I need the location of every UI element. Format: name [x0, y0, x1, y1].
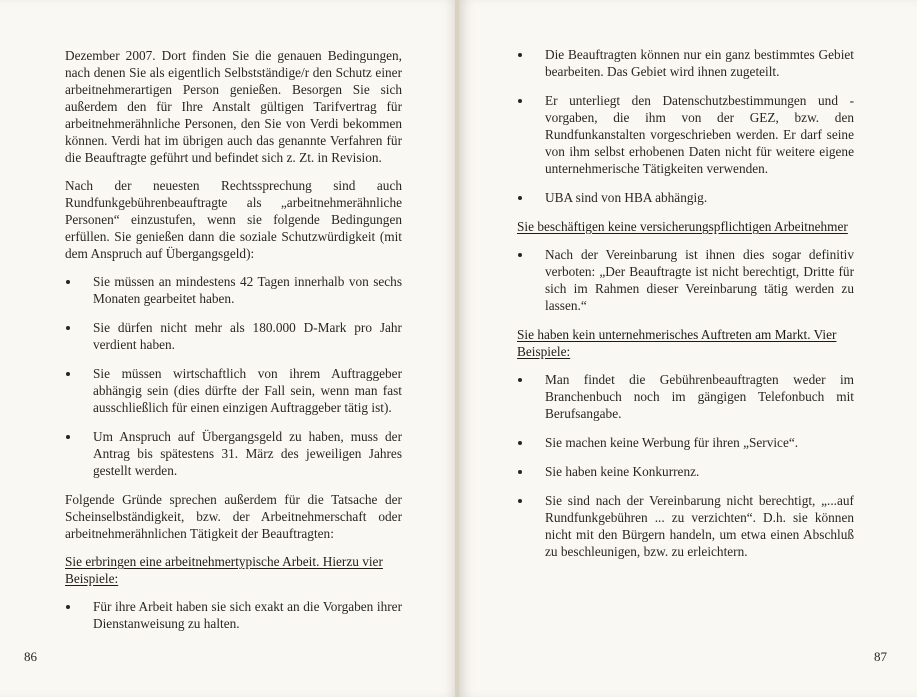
list-item	[517, 92, 854, 177]
list-item	[517, 371, 854, 422]
bullet-icon	[66, 372, 70, 376]
list-item	[517, 246, 854, 314]
paragraph: Dezember 2007. Dort finden Sie die genauen Bedingungen, nach denen Sie als eigentlich Selbstständige/r den Schutz einer arbeitnehmerartigen Person genießen. Besorgen Sie sich außerdem den für Ihre Anstalt gültigen Tarifvertrag für arbeitnehmerähnliche Personen, den Sie von Verdi bekommen können. Verdi hat im übrigen auch das genannte Verfahren für die Beauftragte geführt und befindet sich z. Zt. in Revision.	[65, 48, 402, 165]
right-text-column	[517, 46, 854, 572]
paragraph: Nach der neuesten Rechtssprechung sind auch Rundfunkgebührenbeauftragte als „arbeitnehmerähnliche Personen“ einzustufen, wenn sie folgende Bedingungen erfüllen. Sie genießen dann die soziale Schutzwürdigkeit (mit dem Anspruch auf Übergangsgeld):	[65, 178, 402, 261]
left-page	[0, 0, 458, 697]
bullet-icon	[518, 470, 522, 474]
list-item-text: Sie sind nach der Vereinbarung nicht berechtigt, „...auf Rundfunkgebühren ... zu verzichten“. D.h. sie können nicht mit den Bürgern handeln, um etwa einen Abschluß zu beschleunigen, bzw. zu erleichtern.	[545, 493, 854, 559]
list-item-text: Für ihre Arbeit haben sie sich exakt an die Vorgaben ihrer Dienstanweisung zu halten.	[93, 599, 402, 631]
bullet-list	[517, 46, 854, 206]
list-item-text: Er unterliegt den Datenschutzbestimmungen und -vorgaben, die ihm von der GEZ, bzw. den Rundfunkanstalten vorgeschrieben werden. Er darf seine von ihm selbst erhobenen Daten nicht für weitere eigene unternehmerische Tätigkeiten verwenden.	[545, 93, 854, 176]
list-item	[65, 428, 402, 479]
list-item-text: Nach der Vereinbarung ist ihnen dies sogar definitiv verboten: „Der Beauftragte ist nicht berechtigt, Dritte für sich im Rahmen dieser Vereinbarung tätig werden zu lassen.“	[545, 247, 854, 313]
list-item	[517, 434, 854, 451]
page-number: 86	[24, 649, 37, 664]
section-heading: Sie erbringen eine arbeitnehmertypische Arbeit. Hierzu vier Beispiele:	[65, 554, 383, 586]
list-item	[517, 189, 854, 206]
list-item-text: Sie müssen wirtschaftlich von ihrem Auftraggeber abhängig sein (dies dürfte der Fall sein, wenn man fast ausschließlich für einen einzigen Auftraggeber tätig ist).	[93, 366, 402, 415]
bullet-icon	[66, 435, 70, 439]
list-item	[65, 273, 402, 307]
list-item	[517, 46, 854, 80]
list-item-text: Die Beauftragten können nur ein ganz bestimmtes Gebiet bearbeiten. Das Gebiet wird ihnen zugeteilt.	[545, 47, 854, 79]
list-item-text: Man findet die Gebührenbeauftragten weder im Branchenbuch noch im gängigen Telefonbuch mit Berufsangabe.	[545, 372, 854, 421]
list-item	[65, 319, 402, 353]
list-item-text: Sie müssen an mindestens 42 Tagen innerhalb von sechs Monaten gearbeitet haben.	[93, 274, 402, 306]
list-item	[65, 598, 402, 632]
bullet-list	[517, 246, 854, 314]
bullet-icon	[66, 280, 70, 284]
right-page	[459, 0, 917, 697]
bullet-list	[517, 371, 854, 560]
bullet-icon	[518, 99, 522, 103]
page-number: 87	[874, 649, 887, 664]
list-item-text: Um Anspruch auf Übergangsgeld zu haben, muss der Antrag bis spätestens 31. März des jeweiligen Jahres gestellt werden.	[93, 429, 402, 478]
bullet-icon	[518, 53, 522, 57]
section-heading: Sie haben kein unternehmerisches Auftreten am Markt. Vier Beispiele:	[517, 327, 837, 359]
bullet-list	[65, 273, 402, 479]
bullet-icon	[66, 605, 70, 609]
list-item-text: Sie machen keine Werbung für ihren „Service“.	[545, 435, 799, 450]
list-item-text: Sie haben keine Konkurrenz.	[545, 464, 700, 479]
bullet-icon	[518, 441, 522, 445]
bullet-icon	[518, 499, 522, 503]
left-text-column	[65, 47, 402, 644]
bullet-icon	[518, 253, 522, 257]
bullet-icon	[66, 326, 70, 330]
bullet-list	[65, 598, 402, 632]
bullet-icon	[518, 378, 522, 382]
list-item	[65, 365, 402, 416]
bullet-icon	[518, 196, 522, 200]
list-item-text: Sie dürfen nicht mehr als 180.000 D-Mark pro Jahr verdient haben.	[93, 320, 402, 352]
list-item	[517, 492, 854, 560]
list-item-text: UBA sind von HBA abhängig.	[545, 190, 708, 205]
section-heading: Sie beschäftigen keine versicherungspflichtigen Arbeitnehmer	[517, 219, 848, 234]
list-item	[517, 463, 854, 480]
paragraph: Folgende Gründe sprechen außerdem für die Tatsache der Scheinselbständigkeit, bzw. der Arbeitnehmerschaft oder arbeitnehmerähnlichen Tätigkeit der Beauftragten:	[65, 492, 402, 541]
